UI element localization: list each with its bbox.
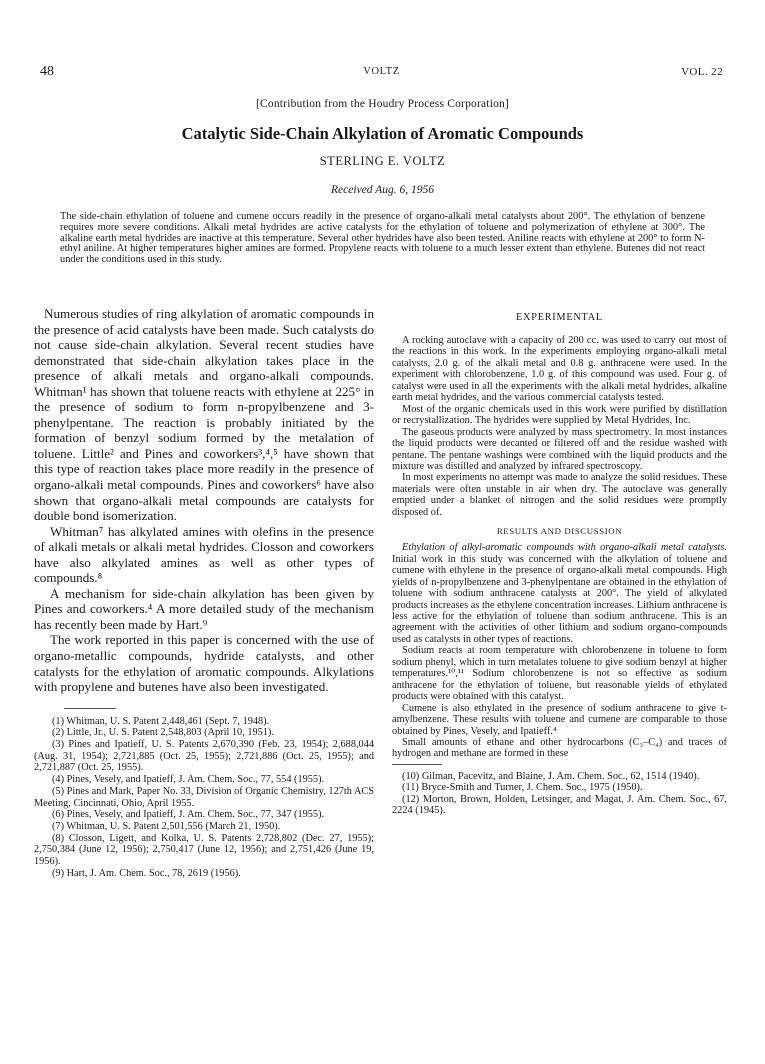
article-title: Catalytic Side-Chain Alkylation of Aromatic Compounds [181,124,584,143]
left-column [34,306,374,880]
experimental-heading: EXPERIMENTAL [516,312,603,323]
article-author: STERLING E. VOLTZ [319,154,446,168]
volume-label: VOL. 22 [681,66,723,78]
contribution-note: [Contribution from the Houdry Process Corporation] [255,98,510,110]
results-lead-in: Ethylation of alkyl-aromatic compounds with organo-alkali metal catalysts. [402,542,727,554]
results-first-text: Initial work in this study was concerned with the alkylation of toluene and cumene with ethylene in the presence of organo-alkali metal compounds. High yields of n-propylbenzene and 3-phenylpentane are obtained in the ethylation of toluene with sodium anthracene catalysts at 200°. The yield of alkylated products increases as the ethylene concentration increases. Lithium anthracene is less active for the ethylation of toluene than sodium anthracene. This is an agreement with the activities of other lithium and sodium organo-compounds used as catalysts in other types of reactions. [392,553,727,645]
results-paragraph [392,542,727,645]
intro-paragraph: Whitman⁷ has alkylated amines with olefins in the presence of alkali metals or alkali metal hydrides. Closson and coworkers have also alkylated amines as well as other types of compounds.⁸ [34,523,374,586]
abstract: The side-chain ethylation of toluene and cumene occurs readily in the presence of organo-alkali metal catalysts about 200°. The ethylation of benzene requires more severe conditions. Alkali metal hydrides are active catalysts for the ethylation of toluene and polymerization of ethylene at 300°. The alkaline earth metal hydrides are inactive at this temperature. Several other hydrides have also been tested. Aniline reacts with ethylene at 200° to form N-ethyl aniline. At higher temperatures higher amines are formed. Propylene reacts with toluene to a much lesser extent than ethylene. Butenes did not react under the conditions used in this study. [60,211,705,266]
footnote: (2) Little, Jr., U. S. Patent 2,548,803 (April 10, 1951). [52,727,274,739]
footnote: (8) Closson, Ligett, and Kolka, U. S. Patents 2,728,802 (Dec. 27, 1955); 2,750,384 (June 12, 1956); 2,750,417 (June 12, 1956); and 2,751,426 (June 19, 1956). [34,832,374,868]
experimental-section [392,335,727,518]
footnote: (7) Whitman, U. S. Patent 2,501,556 (March 21, 1950). [52,821,281,832]
experimental-paragraph: A rocking autoclave with a capacity of 200 cc. was used to carry out most of the reactions in this work. In the experiments employing organo-alkali metal catalysts, 2.0 g. of the alkali metal and 0.8 g. anthracene were used. In the experiment with chlorobenzene, 1.0 g. of this compound was used. Four g. of catalyst were used in all the experiments with the alkali metal hydrides, alkaline earth metal hydrides, and the various commercial catalysts tested. [392,335,727,404]
running-title: VOLTZ [363,66,400,77]
results-paragraph: Cumene is also ethylated in the presence of sodium anthracene to give t-amylbenzene. These results with toluene and cumene are comparable to those obtained by Pines, Vesely, and Ipatieff.⁴ [392,702,727,737]
results-heading: RESULTS AND DISCUSSION [496,526,623,537]
results-paragraph: Small amounts of ethane and other hydrocarbons (C₃–C₄) and traces of hydrogen and methane are formed in these [392,736,727,760]
footnote: (9) Hart, J. Am. Chem. Soc., 78, 2619 (1956). [52,867,241,879]
introduction [34,306,374,695]
experimental-paragraph: In most experiments no attempt was made to analyze the solid residues. These materials were often unstable in air when dry. The autoclave was generally emptied under a blanket of nitrogen and the solid residues were promptly disposed of. [392,472,727,518]
footnote: (1) Whitman, U. S. Patent 2,448,461 (Sept. 7, 1948). [52,715,270,727]
right-column [392,306,727,817]
footnotes [34,716,374,880]
results-paragraph: Sodium reacts at room temperature with chlorobenzene in toluene to form sodium phenyl, which in turn metalates toluene to give sodium benzyl at higher temperatures.¹⁰,¹¹ Sodium chlorobenzene is not so effective as sodium anthracene for the ethylation of toluene, but reasonable yields of ethylated products were obtained with this catalyst. [392,645,727,703]
footnote: (3) Pines and Ipatieff, U. S. Patents 2,670,390 (Feb. 23, 1954); 2,688,044 (Aug. 31, 1954); 2,721,885 (Oct. 25, 1955); 2,721,886 (Oct. 25, 1955); and 2,721,887 (Oct. 25, 1955). [34,739,374,774]
results-section [392,542,727,760]
intro-paragraph: A mechanism for side-chain alkylation has been given by Pines and coworkers.⁴ A more detailed study of the mechanism has recently been made by Hart.⁹ [34,585,374,632]
right-footnotes [392,771,727,817]
experimental-paragraph: Most of the organic chemicals used in this work were purified by distillation or recrystallization. The hydrides were supplied by Metal Hydrides, Inc. [392,403,727,427]
page-number: 48 [40,64,54,79]
received-date: Received Aug. 6, 1956 [331,184,434,196]
footnote: (5) Pines and Mark, Paper No. 33, Division of Organic Chemistry, 127th ACS Meeting, Cincinnati, Ohio, April 1955. [34,785,374,809]
footnote-divider [392,764,442,765]
running-header [40,64,723,82]
intro-paragraph: Numerous studies of ring alkylation of aromatic compounds in the presence of acid catalysts have been made. Such catalysts do not cause side-chain alkylation. Several recent studies have demonstrated that side-chain alkylation takes place in the presence of alkali metals and organo-alkali compounds. Whitman¹ has shown that toluene reacts with ethylene at 225° in the presence of sodium to form n-propylbenzene and 3-phenylpentane. The reaction is probably initiated by the formation of benzyl sodium formed by the metalation of toluene. Little² and Pines and coworkers³,⁴,⁵ have shown that this type of reaction takes place more readily in the presence of organo-alkali metal compounds. Pines and coworkers⁶ have also shown that organo-alkali metal compounds are catalysts for double bond isomerization. [34,306,374,524]
footnote: (4) Pines, Vesely, and Ipatieff, J. Am. Chem. Soc., 77, 554 (1955). [52,774,325,786]
footnote: (11) Bryce-Smith and Turner, J. Chem. Soc., 1975 (1950). [402,782,643,794]
footnote: (10) Gilman, Pacevitz, and Blaine, J. Am. Chem. Soc., 62, 1514 (1940). [402,770,700,782]
footnote: (6) Pines, Vesely, and Ipatieff, J. Am. Chem. Soc., 77, 347 (1955). [52,809,325,821]
intro-paragraph: The work reported in this paper is concerned with the use of organo-metallic compounds, hydride catalysts, and other catalysts for the ethylation of aromatic compounds. Alkylations with propylene and butenes have also been investigated. [34,632,374,695]
footnote: (12) Morton, Brown, Holden, Letsinger, and Magat, J. Am. Chem. Soc., 67, 2224 (1945). [392,793,727,817]
footnote-divider [64,708,116,709]
experimental-paragraph: The gaseous products were analyzed by mass spectrometry. In most instances the liquid products were decanted or filtered off and the residue washed with pentane. The pentane washings were combined with the liquid products and the mixture was distilled and analyzed by infrared spectroscopy. [392,426,727,472]
